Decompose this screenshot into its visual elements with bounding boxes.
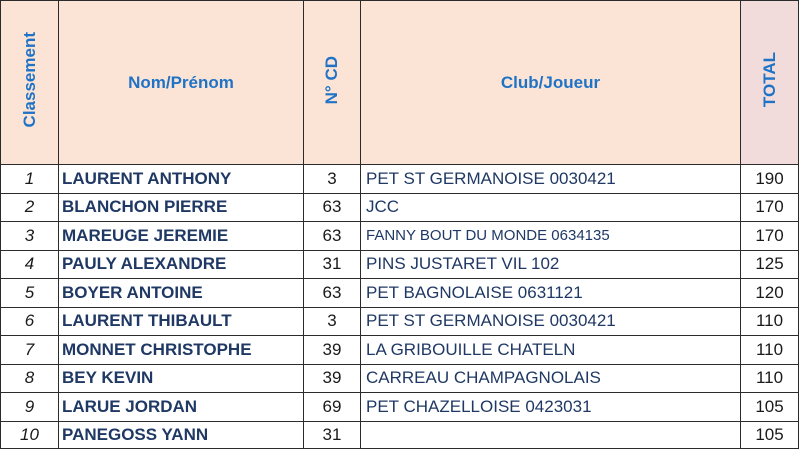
rank-cell[interactable]: 6 (1, 307, 59, 336)
cd-cell[interactable]: 63 (304, 279, 361, 308)
name-cell[interactable]: BEY KEVIN (59, 364, 304, 393)
club-cell[interactable]: JCC (361, 193, 741, 222)
total-cell[interactable]: 110 (741, 364, 799, 393)
total-cell[interactable]: 105 (741, 393, 799, 422)
table-row (1, 393, 799, 422)
name-cell[interactable]: BOYER ANTOINE (59, 279, 304, 308)
cd-cell[interactable]: 39 (304, 336, 361, 365)
cd-cell[interactable]: 3 (304, 307, 361, 336)
header-total-label: TOTAL (759, 52, 779, 108)
club-cell[interactable]: PET ST GERMANOISE 0030421 (361, 307, 741, 336)
rank-cell[interactable]: 1 (1, 165, 59, 194)
rank-cell[interactable]: 3 (1, 222, 59, 251)
club-cell[interactable]: FANNY BOUT DU MONDE 0634135 (361, 222, 741, 251)
header-rank[interactable] (1, 1, 59, 165)
table-row (1, 250, 799, 279)
total-cell[interactable]: 110 (741, 336, 799, 365)
cd-cell[interactable]: 31 (304, 421, 361, 448)
club-cell[interactable]: PET CHAZELLOISE 0423031 (361, 393, 741, 422)
rank-cell[interactable]: 4 (1, 250, 59, 279)
name-cell[interactable]: BLANCHON PIERRE (59, 193, 304, 222)
table-row (1, 222, 799, 251)
table-row (1, 307, 799, 336)
name-cell[interactable]: LAURENT ANTHONY (59, 165, 304, 194)
header-club[interactable] (361, 1, 741, 165)
total-cell[interactable]: 120 (741, 279, 799, 308)
table-row (1, 279, 799, 308)
club-cell[interactable] (361, 421, 741, 448)
cd-cell[interactable]: 63 (304, 193, 361, 222)
header-rank-label: Classement (19, 32, 39, 128)
name-cell[interactable]: LAURENT THIBAULT (59, 307, 304, 336)
club-cell[interactable]: LA GRIBOUILLE CHATELN (361, 336, 741, 365)
cd-cell[interactable]: 69 (304, 393, 361, 422)
total-cell[interactable]: 110 (741, 307, 799, 336)
club-cell[interactable]: PET ST GERMANOISE 0030421 (361, 165, 741, 194)
name-cell[interactable]: PANEGOSS YANN (59, 421, 304, 448)
rank-cell[interactable]: 10 (1, 421, 59, 448)
name-cell[interactable]: LARUE JORDAN (59, 393, 304, 422)
total-cell[interactable]: 170 (741, 222, 799, 251)
table-row (1, 336, 799, 365)
header-total[interactable] (741, 1, 799, 165)
cd-cell[interactable]: 31 (304, 250, 361, 279)
table-row (1, 193, 799, 222)
header-row (1, 1, 799, 165)
table-row (1, 364, 799, 393)
header-cd-label: N° CD (322, 55, 341, 105)
rank-cell[interactable]: 2 (1, 193, 59, 222)
name-cell[interactable]: MAREUGE JEREMIE (59, 222, 304, 251)
total-cell[interactable]: 190 (741, 165, 799, 194)
rank-cell[interactable]: 7 (1, 336, 59, 365)
table-row (1, 421, 799, 448)
header-name-label: Nom/Prénom (128, 72, 234, 92)
total-cell[interactable]: 105 (741, 421, 799, 448)
name-cell[interactable]: MONNET CHRISTOPHE (59, 336, 304, 365)
rank-cell[interactable]: 9 (1, 393, 59, 422)
cd-cell[interactable]: 3 (304, 165, 361, 194)
cd-cell[interactable]: 63 (304, 222, 361, 251)
table-row (1, 165, 799, 194)
total-cell[interactable]: 125 (741, 250, 799, 279)
club-cell[interactable]: PET BAGNOLAISE 0631121 (361, 279, 741, 308)
header-name[interactable] (59, 1, 304, 165)
header-club-label: Club/Joueur (500, 72, 601, 92)
name-cell[interactable]: PAULY ALEXANDRE (59, 250, 304, 279)
club-cell[interactable]: PINS JUSTARET VIL 102 (361, 250, 741, 279)
total-cell[interactable]: 170 (741, 193, 799, 222)
club-cell[interactable]: CARREAU CHAMPAGNOLAIS (361, 364, 741, 393)
cd-cell[interactable]: 39 (304, 364, 361, 393)
header-cd[interactable] (304, 1, 361, 165)
rank-cell[interactable]: 5 (1, 279, 59, 308)
rank-cell[interactable]: 8 (1, 364, 59, 393)
